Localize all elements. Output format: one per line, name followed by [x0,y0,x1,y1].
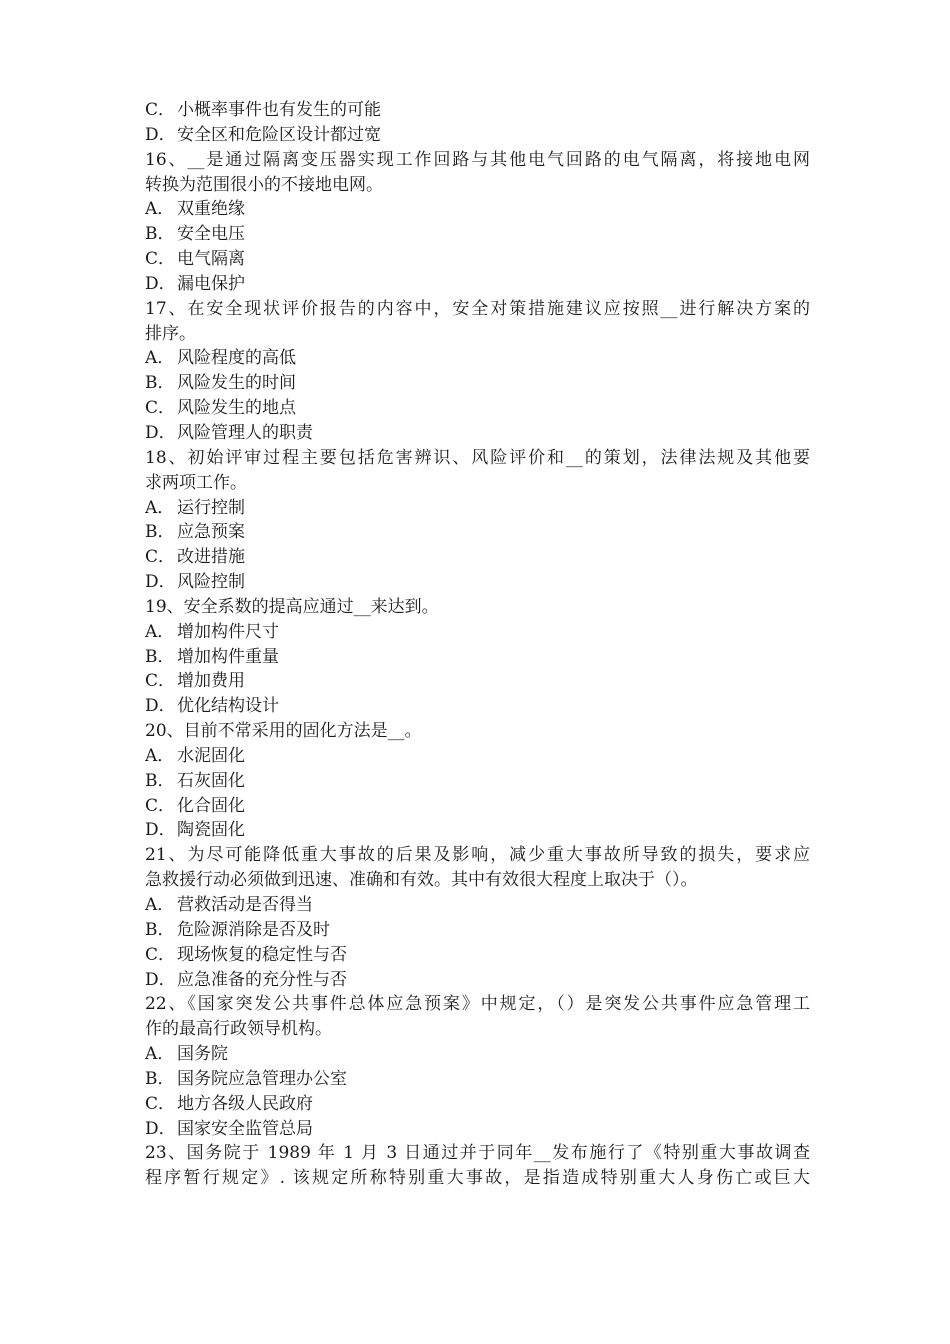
question-text: 转换为范围很小的不接地电网。 [145,174,383,195]
option-letter: D． [145,273,176,294]
option-text: 漏电保护 [177,273,245,294]
option-item [145,968,810,993]
option-text: 危险源消除是否及时 [177,919,330,940]
question-text: 21、为尽可能降低重大事故的后果及影响，减少重大事故所导致的损失，要求应 [145,845,810,866]
option-item [145,272,810,297]
question-text: 23、国务院于 1989 年 1 月 3 日通过并于同年__发布施行了《特别重大事故调查 [145,1143,810,1164]
question-list [145,148,810,1142]
question-block [145,719,810,843]
option-item [145,496,810,521]
option-item [145,893,810,918]
option-letter: D． [145,696,176,717]
question-block [145,992,810,1141]
option-letter: A． [145,199,175,220]
question-text: 排序。 [145,323,196,344]
option-letter: D． [145,1118,176,1139]
option-text: 应急预案 [177,522,245,543]
option-letter: B． [145,522,175,543]
option-text: 国务院 [177,1044,228,1065]
option-text: 风险管理人的职责 [177,422,313,443]
option-text: 风险程度的高低 [177,348,296,369]
option-text: 陶瓷固化 [177,820,245,841]
option-text: 现场恢复的稳定性与否 [177,944,347,965]
option-letter: A． [145,348,175,369]
option-item [145,620,810,645]
option-item [145,222,810,247]
option-letter: D． [145,820,176,841]
option-letter: A． [145,895,175,915]
question-text: 16、__是通过隔离变压器实现工作回路与其他电气回路的电气隔离，将接地电网 [145,149,810,170]
option-text: 石灰固化 [177,770,245,791]
option-item [145,371,810,396]
option-letter: B． [145,1068,175,1089]
option-letter: D． [145,422,176,443]
option-text: 化合固化 [177,795,245,816]
option-text: 增加费用 [177,671,245,692]
option-item [145,545,810,570]
option-text: 风险发生的地点 [177,398,296,419]
option-letter: C． [145,398,176,419]
option-text: 运行控制 [177,497,245,518]
question-block [145,446,810,595]
question-block [145,595,810,719]
option-item [145,669,810,694]
question-text: 20、目前不常采用的固化方法是__。 [145,721,422,742]
option-letter: C． [145,547,176,568]
option-letter: A． [145,1044,175,1065]
option-item [145,769,810,794]
option-item [145,818,810,843]
option-text: 电气隔离 [177,249,245,270]
question-text: 急救援行动必须做到迅速、准确和有效。其中有效很大程度上取决于（）。 [145,870,698,891]
option-letter: C． [145,249,176,270]
question-text: 19、安全系数的提高应通过__来达到。 [145,596,439,617]
option-text: 增加构件尺寸 [177,621,279,642]
pre-options [145,98,810,148]
option-letter: C． [145,671,176,692]
question-text: 17、在安全现状评价报告的内容中，安全对策措施建议应按照__进行解决方案的 [145,298,810,319]
option-item [145,694,810,719]
option-item [145,918,810,943]
question-block [145,148,810,297]
question-text: 程序暂行规定》. 该规定所称特别重大事故，是指造成特别重大人身伤亡或巨大 [145,1168,810,1189]
option-letter: C． [145,795,176,816]
option-item [145,396,810,421]
option-text: 水泥固化 [177,745,245,766]
option-item [145,570,810,595]
option-letter: D． [145,969,176,990]
option-item [145,346,810,371]
option-item [145,943,810,968]
option-text: 改进措施 [177,547,245,568]
option-text: 国家安全监管总局 [177,1118,313,1139]
option-item [145,1067,810,1092]
option-item [145,794,810,819]
option-letter: A． [145,745,175,766]
question-text: 22、《国家突发公共事件总体应急预案》中规定，（）是突发公共事件应急管理工 [145,994,810,1015]
option-letter: A． [145,621,175,642]
option-c: C． 小概率事件也有发生的可能 [145,100,381,120]
option-item [145,247,810,272]
option-d: D．安全区和危险区设计都过宽 [145,124,381,145]
question-block [145,297,810,446]
option-item [145,1092,810,1117]
question-text: 18、初始评审过程主要包括危害辨识、风险评价和__的策划，法律法规及其他要 [145,447,810,468]
option-text: 国务院应急管理办公室 [177,1068,347,1089]
option-letter: B． [145,919,175,940]
question-block [145,843,810,992]
option-text: 安全电压 [177,224,245,245]
option-item [145,744,810,769]
option-text: 优化结构设计 [177,696,279,717]
question-text: 作的最高行政领导机构。 [145,1019,332,1040]
option-letter: A． [145,497,175,518]
option-item [145,1117,810,1142]
option-letter: D． [145,572,176,593]
question-23 [145,1141,810,1191]
option-text: 地方各级人民政府 [177,1093,313,1114]
option-text: 双重绝缘 [177,199,245,220]
option-item [145,1042,810,1067]
option-text: 营救活动是否得当 [177,895,313,915]
option-letter: B． [145,373,175,394]
option-item [145,645,810,670]
option-item [145,520,810,545]
option-text: 应急准备的充分性与否 [177,969,347,990]
option-text: 风险发生的时间 [177,373,296,394]
option-letter: B． [145,770,175,791]
option-letter: B． [145,646,175,667]
option-letter: C． [145,944,176,965]
option-letter: B． [145,224,175,245]
option-text: 增加构件重量 [177,646,279,667]
option-text: 风险控制 [177,572,245,593]
option-item [145,421,810,446]
question-text: 求两项工作。 [145,472,247,493]
option-item [145,197,810,222]
option-letter: C． [145,1093,176,1114]
document-page [145,98,810,1191]
